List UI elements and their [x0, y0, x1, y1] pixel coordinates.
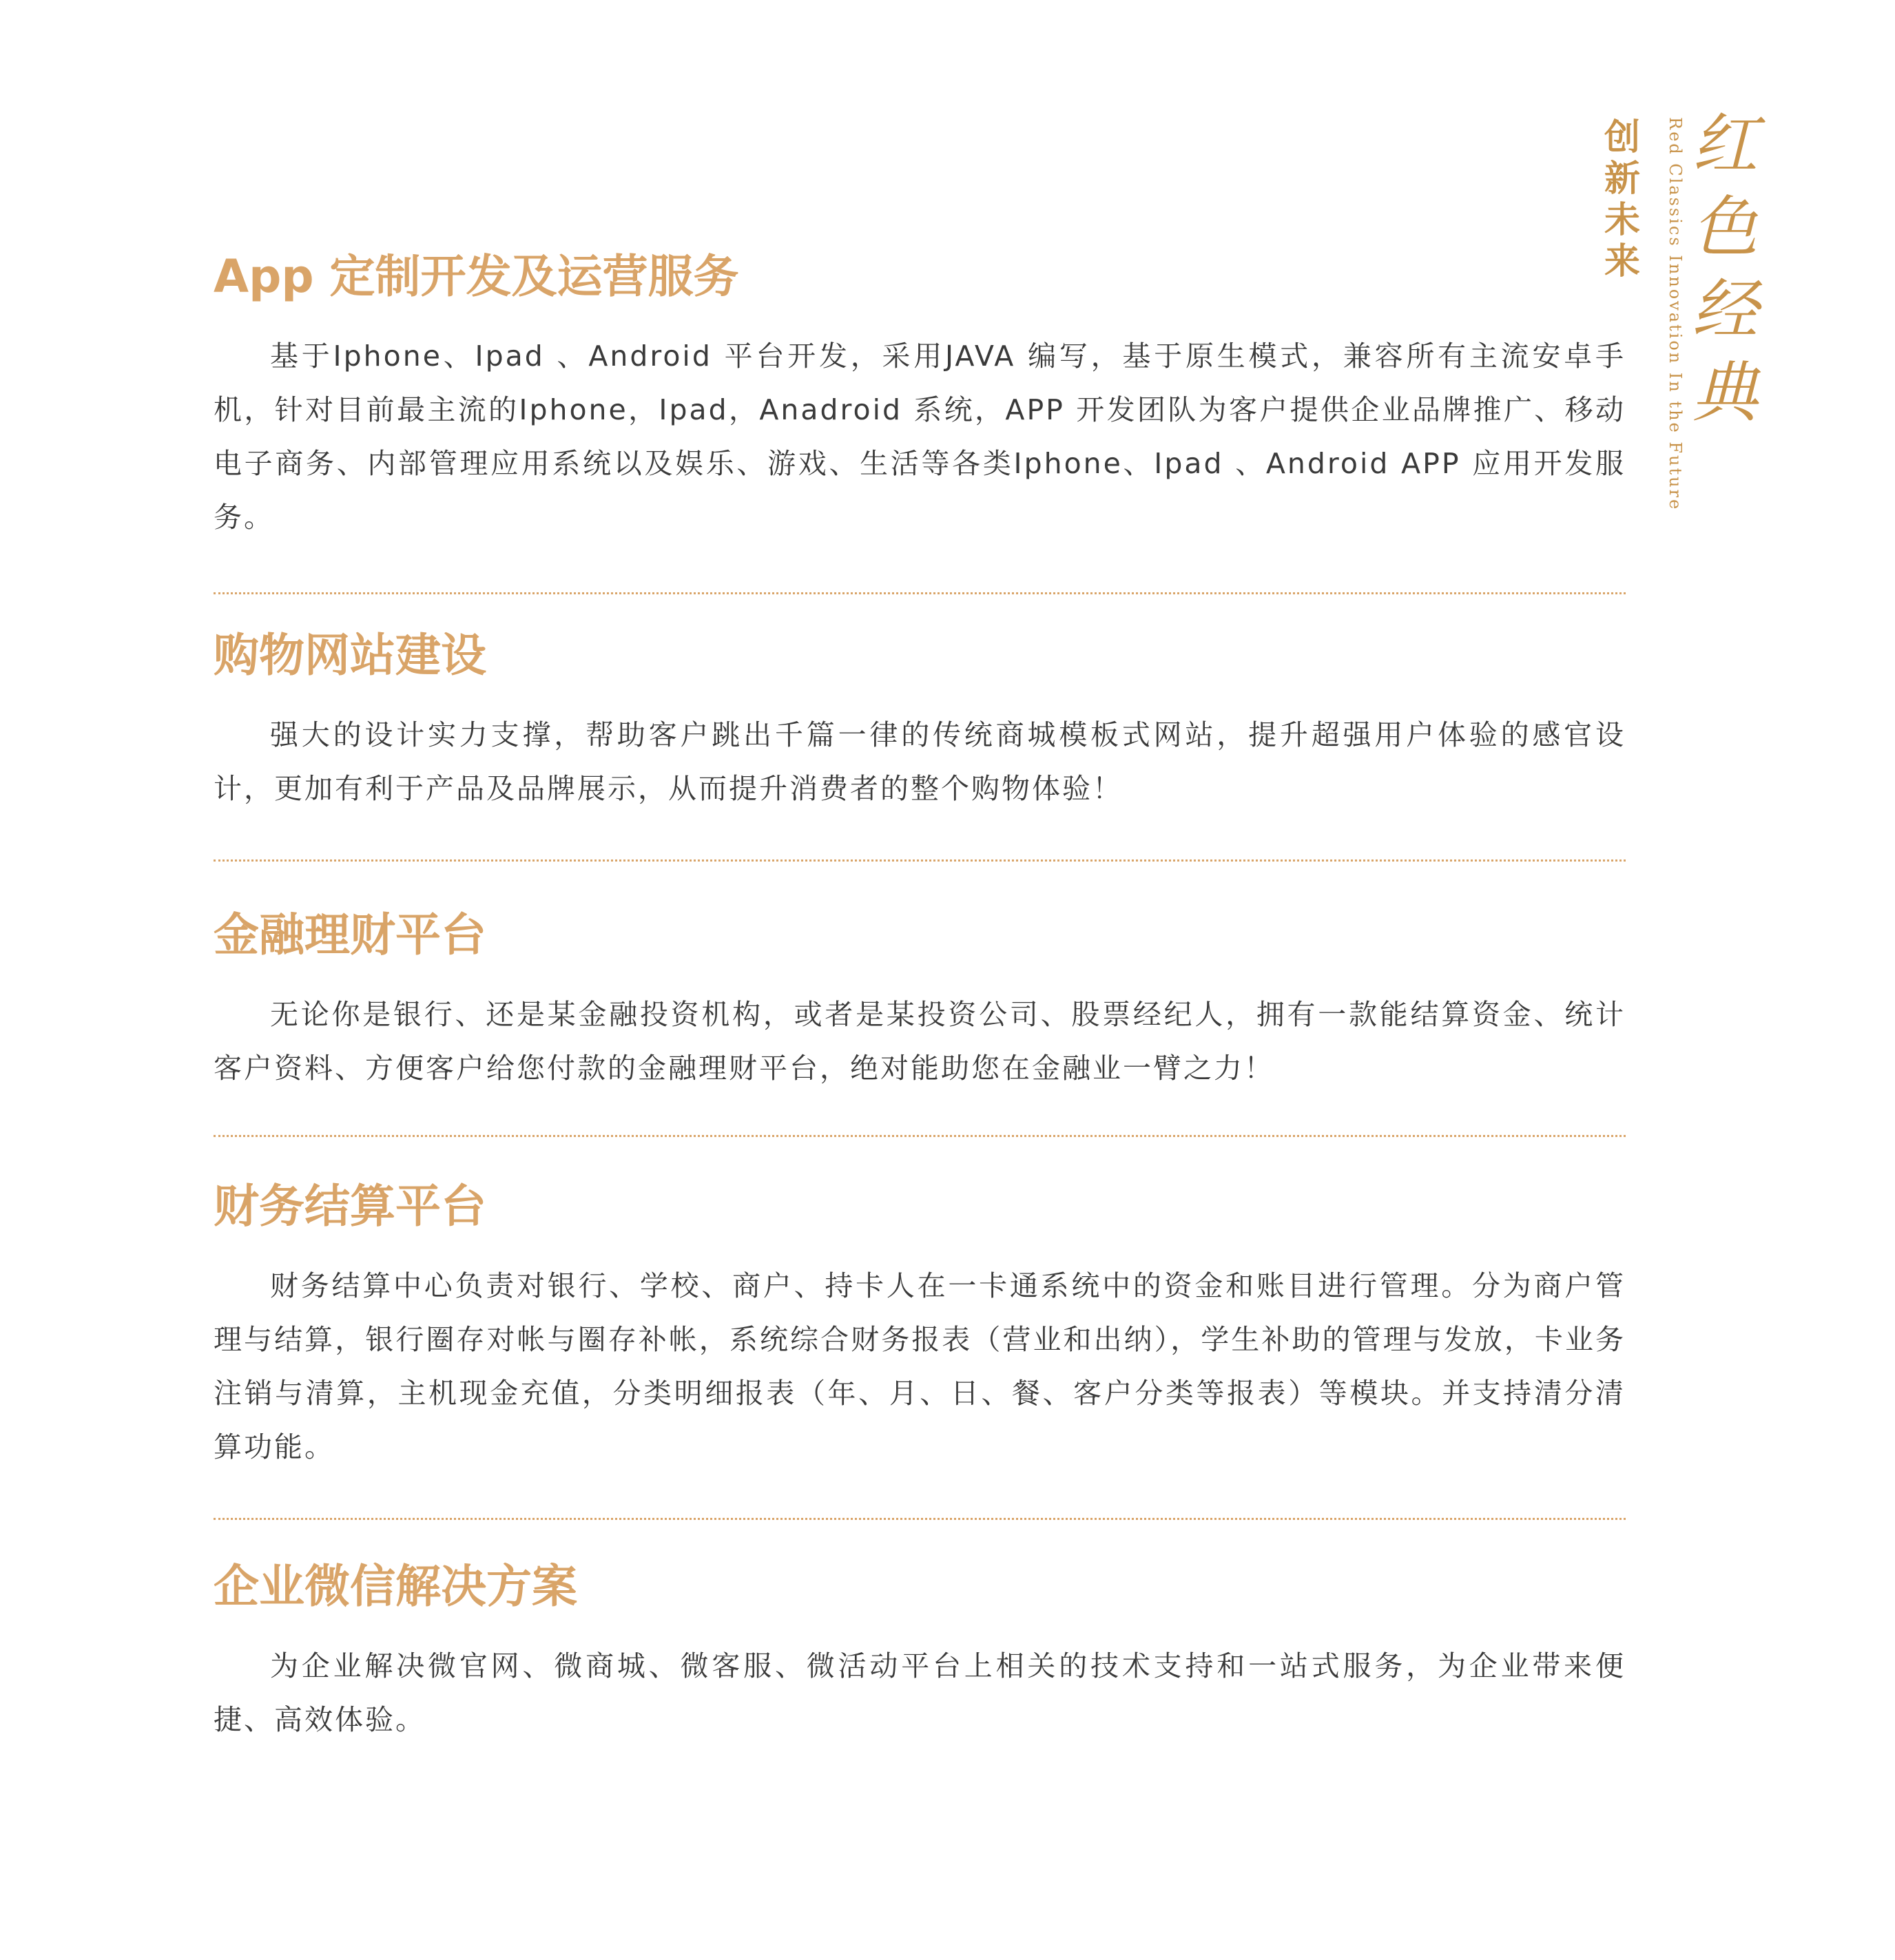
logo-main-char: 典 [1692, 354, 1758, 431]
logo-english-tagline: Red Classics Innovation In the Future [1666, 117, 1685, 512]
logo-calligraphy [1690, 103, 1759, 434]
section-body: 基于Iphone、Ipad 、Android 平台开发，采用JAVA 编写，基于原生模式，兼容所有主流安卓手机，针对目前最主流的Iphone，Ipad，Anadroid 系统，APP 开发团队为客户提供企业品牌推广、移动电子商务、内部管理应用系统以及娱乐、游戏、生活等各类Iphone、Ipad 、Android APP 应用开发服务。 [214, 340, 1626, 534]
dotted-divider [214, 592, 1626, 594]
dotted-divider [214, 859, 1626, 862]
logo-sub-char: 来 [1604, 241, 1640, 282]
logo-main-char: 经 [1692, 271, 1758, 348]
section-body: 财务结算中心负责对银行、学校、商户、持卡人在一卡通系统中的资金和账目进行管理。分为商户管理与结算，银行圈存对帐与圈存补帐，系统综合财务报表（营业和出纳），学生补助的管理与发放，卡业务注销与清算，主机现金充值，分类明细报表（年、月、日、餐、客户分类等报表）等模块。并支持清分清算功能。 [214, 1269, 1626, 1463]
section-body: 无论你是银行、还是某金融投资机构，或者是某投资公司、股票经纪人，拥有一款能结算资金、统计客户资料、方便客户给您付款的金融理财平台，绝对能助您在金融业一臂之力！ [214, 998, 1626, 1085]
section-title: 财务结算平台 [214, 1180, 486, 1233]
section-title: 金融理财平台 [214, 908, 486, 961]
logo-sub-char: 创 [1604, 117, 1640, 158]
section-title: 购物网站建设 [214, 629, 486, 682]
logo-main-char: 红 [1692, 106, 1758, 183]
logo-sub-char: 未 [1604, 200, 1640, 241]
logo-main-char: 色 [1692, 189, 1758, 266]
section-body: 强大的设计实力支撑，帮助客户跳出千篇一律的传统商城模板式网站，提升超强用户体验的感官设计，更加有利于产品及品牌展示，从而提升消费者的整个购物体验！ [214, 718, 1626, 805]
section-app-development [214, 249, 1626, 544]
section-wechat-solution [214, 1559, 1626, 1747]
section-body: 为企业解决微官网、微商城、微客服、微活动平台上相关的技术支持和一站式服务，为企业带来便捷、高效体验。 [214, 1649, 1626, 1736]
dotted-divider [214, 1518, 1626, 1520]
section-financial-platform [214, 908, 1626, 1095]
dotted-divider [214, 1135, 1626, 1137]
section-title: App 定制开发及运营服务 [214, 250, 739, 303]
section-title: 企业微信解决方案 [214, 1560, 577, 1613]
section-settlement-platform [214, 1179, 1626, 1474]
section-shopping-website [214, 628, 1626, 815]
logo-sub-char: 新 [1604, 158, 1640, 200]
